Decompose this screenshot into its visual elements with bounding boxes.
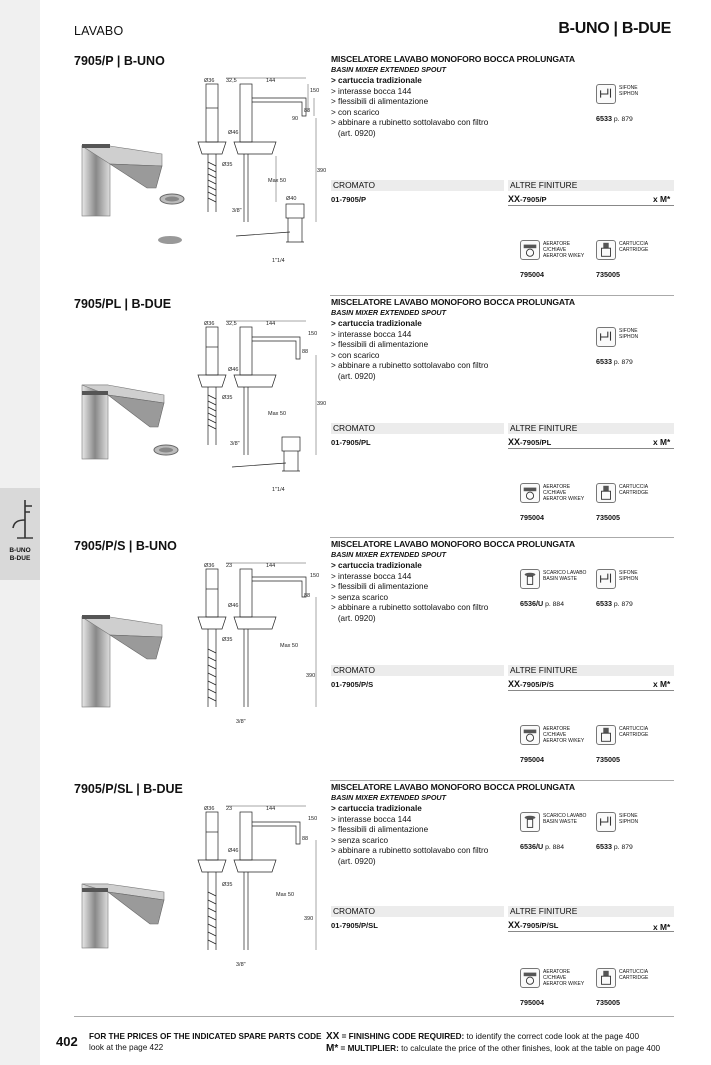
svg-text:3/8": 3/8" — [230, 441, 240, 447]
aerator-icon — [520, 725, 540, 745]
svg-text:Ø46: Ø46 — [228, 603, 239, 609]
chrome-header: CROMATO — [331, 665, 504, 676]
aerator-accessory[interactable]: AERATORE C/CHIAVE AERATOR W/KEY 795004 — [520, 969, 585, 1007]
svg-text:390: 390 — [317, 401, 327, 407]
other-finish-code: XX-7905/P/SL — [508, 920, 559, 930]
product-section-4 — [0, 782, 711, 1026]
feature-item: > senza scarico — [331, 592, 389, 602]
cartridge-icon — [596, 725, 616, 745]
dim-text: Ø40 — [286, 196, 297, 202]
description-title: MISCELATORE LAVABO MONOFORO BOCCA PROLUNGATA — [331, 54, 576, 64]
section-divider — [330, 537, 674, 538]
multiplier: x M* — [653, 437, 671, 447]
feature-item: (art. 0920) — [331, 856, 376, 866]
section-divider — [330, 295, 674, 296]
svg-text:150: 150 — [308, 816, 318, 822]
waste-accessory[interactable]: SCARICO LAVABO BASIN WASTE 6536/U p. 884 — [520, 570, 587, 608]
svg-text:32,5: 32,5 — [226, 321, 237, 327]
footer-xx-note: XX = FINISHING CODE REQUIRED: to identify the correct code look at the page 400 — [326, 1031, 639, 1042]
dim-text: 90 — [292, 116, 299, 122]
svg-text:23: 23 — [226, 806, 233, 812]
feature-item: > interasse bocca 144 — [331, 86, 412, 96]
chrome-code: 01-7905/PL — [331, 438, 371, 447]
finish-underline — [508, 205, 674, 206]
description-title: MISCELATORE LAVABO MONOFORO BOCCA PROLUNGATA — [331, 539, 576, 549]
feature-item: > abbinare a rubinetto sottolavabo con filtro — [331, 361, 489, 371]
siphon-accessory[interactable]: SIFONE SIPHON 6533 p. 879 — [596, 328, 639, 366]
page-number: 402 — [56, 1034, 78, 1049]
svg-text:Ø36: Ø36 — [204, 321, 215, 327]
svg-text:144: 144 — [266, 321, 276, 327]
feature-item: > cartuccia tradizionale — [331, 319, 422, 328]
siphon-name: SIFONE — [619, 85, 638, 91]
footer-multiplier-note: M* = MULTIPLIER: to calculate the price of the other finishes, look at the table on page 400 — [326, 1043, 661, 1054]
dim-text: 1"1/4 — [272, 258, 285, 264]
aerator-code: 795004 — [520, 270, 544, 279]
dim-text: 144 — [266, 78, 276, 84]
svg-text:3/8": 3/8" — [236, 962, 246, 968]
feature-item: > cartuccia tradizionale — [331, 76, 422, 85]
siphon-icon — [596, 84, 616, 104]
svg-text:Ø36: Ø36 — [204, 563, 215, 569]
product-title: 7905/P/SL | B-DUE — [74, 782, 183, 796]
feature-item: > flessibili di alimentazione — [331, 97, 429, 107]
svg-text:88: 88 — [304, 593, 311, 599]
svg-text:144: 144 — [266, 806, 276, 812]
description-subtitle: BASIN MIXER EXTENDED SPOUT — [331, 308, 447, 317]
product-photo — [72, 579, 192, 709]
feature-item: (art. 0920) — [331, 613, 376, 623]
dim-text: Ø35 — [222, 162, 233, 168]
svg-text:150: 150 — [310, 573, 320, 579]
siphon-icon — [596, 569, 616, 589]
svg-text:88: 88 — [302, 836, 309, 842]
multiplier: x M* — [653, 922, 671, 932]
other-finish-code: XX-7905/PL — [508, 437, 552, 447]
chrome-code: 01-7905/P/SL — [331, 921, 378, 930]
siphon-accessory[interactable]: SIFONE SIPHON 6533 p. 879 — [596, 813, 639, 851]
svg-text:23: 23 — [226, 563, 233, 569]
cartridge-accessory[interactable]: CARTUCCIA CARTRIDGE 735005 — [596, 969, 649, 1007]
feature-item: > interasse bocca 144 — [331, 329, 412, 339]
svg-text:Max 50: Max 50 — [280, 643, 299, 649]
other-finishes-header: ALTRE FINITURE — [508, 180, 674, 191]
siphon-name-en: SIPHON — [619, 91, 639, 97]
dim-text: 88 — [304, 108, 311, 114]
finish-underline — [508, 931, 674, 932]
cartridge-accessory[interactable]: CARTUCCIA CARTRIDGE 735005 — [596, 241, 649, 279]
description-subtitle: BASIN MIXER EXTENDED SPOUT — [331, 793, 447, 802]
svg-text:390: 390 — [304, 916, 314, 922]
aerator-icon — [520, 968, 540, 988]
finish-underline — [508, 448, 674, 449]
svg-text:3/8": 3/8" — [236, 719, 246, 725]
feature-item: > flessibili di alimentazione — [331, 340, 429, 350]
description-title: MISCELATORE LAVABO MONOFORO BOCCA PROLUNGATA — [331, 297, 576, 307]
feature-item: > abbinare a rubinetto sottolavabo con filtro — [331, 603, 489, 613]
side-label-2: B-DUE — [9, 555, 31, 562]
product-title: 7905/P | B-UNO — [74, 54, 165, 68]
cartridge-icon — [596, 968, 616, 988]
feature-list — [331, 561, 521, 625]
svg-text:Ø46: Ø46 — [228, 848, 239, 854]
cartridge-accessory[interactable]: CARTUCCIA CARTRIDGE 735005 — [596, 726, 649, 764]
waste-code: 6536/U — [520, 599, 544, 608]
other-finishes-header: ALTRE FINITURE — [508, 423, 674, 434]
description-subtitle: BASIN MIXER EXTENDED SPOUT — [331, 65, 447, 74]
pop-up-waste-photo — [152, 443, 180, 457]
feature-item: > con scarico — [331, 107, 380, 117]
cartridge-icon — [596, 483, 616, 503]
aerator-accessory[interactable]: AERATORE C/CHIAVE AERATOR W/KEY 795004 — [520, 484, 585, 522]
footer-divider — [74, 1016, 674, 1017]
technical-drawing — [196, 72, 327, 292]
feature-item: > senza scarico — [331, 835, 389, 845]
dim-text: 32,5 — [226, 78, 237, 84]
dim-text: 390 — [317, 168, 327, 174]
dim-text: 150 — [310, 88, 320, 94]
collection-title: B-UNO | B-DUE — [558, 20, 671, 37]
section-divider — [330, 780, 674, 781]
multiplier: x M* — [653, 679, 671, 689]
product-section-2 — [0, 297, 711, 541]
dim-text: Max 50 — [268, 178, 287, 184]
footer-spare-parts-note: FOR THE PRICES OF THE INDICATED SPARE PARTS CODE — [89, 1032, 322, 1041]
product-section-3 — [0, 539, 711, 783]
footer-spare-parts-page: look at the page 422 — [89, 1043, 164, 1052]
feature-item: (art. 0920) — [331, 371, 376, 381]
category-title: LAVABO — [74, 24, 124, 38]
aerator-accessory[interactable]: AERATORE C/CHIAVE AERATOR W/KEY 795004 — [520, 726, 585, 764]
svg-text:88: 88 — [302, 349, 309, 355]
dim-text: Ø46 — [228, 130, 239, 136]
technical-drawing — [196, 800, 322, 1020]
product-section-1 — [0, 54, 711, 298]
waste-icon — [520, 569, 540, 589]
svg-text:Ø36: Ø36 — [204, 806, 215, 812]
svg-text:Max 50: Max 50 — [276, 892, 295, 898]
svg-text:Ø46: Ø46 — [228, 367, 239, 373]
feature-item: > flessibili di alimentazione — [331, 825, 429, 835]
description-title: MISCELATORE LAVABO MONOFORO BOCCA PROLUNGATA — [331, 782, 576, 792]
cartridge-accessory[interactable]: CARTUCCIA CARTRIDGE 735005 — [596, 484, 649, 522]
svg-text:150: 150 — [308, 331, 318, 337]
other-finish-code: XX-7905/P — [508, 194, 547, 204]
technical-drawing — [196, 315, 327, 535]
feature-item: > abbinare a rubinetto sottolavabo con filtro — [331, 846, 489, 856]
feature-item: > flessibili di alimentazione — [331, 582, 429, 592]
svg-text:1"1/4: 1"1/4 — [272, 487, 285, 493]
svg-text:Max 50: Max 50 — [268, 411, 287, 417]
product-title: 7905/P/S | B-UNO — [74, 539, 177, 553]
cartridge-icon — [596, 240, 616, 260]
siphon-accessory[interactable] — [596, 84, 666, 128]
pop-up-waste-photo — [158, 192, 186, 206]
svg-text:Ø35: Ø35 — [222, 882, 233, 888]
other-finishes-header: ALTRE FINITURE — [508, 665, 674, 676]
siphon-code: 6533 — [596, 114, 612, 123]
feature-list — [331, 76, 521, 140]
feature-item: > interasse bocca 144 — [331, 814, 412, 824]
feature-item: > con scarico — [331, 350, 380, 360]
chrome-code: 01-7905/P — [331, 195, 367, 204]
finish-underline — [508, 690, 674, 691]
siphon-page: p. 879 — [613, 116, 633, 123]
aerator-icon — [520, 483, 540, 503]
feature-item: (art. 0920) — [331, 128, 376, 138]
chrome-header: CROMATO — [331, 906, 504, 917]
svg-text:Ø35: Ø35 — [222, 637, 233, 643]
aerator-icon — [520, 240, 540, 260]
dim-text: Ø36 — [204, 78, 215, 84]
svg-text:144: 144 — [266, 563, 276, 569]
feature-item: > interasse bocca 144 — [331, 571, 412, 581]
siphon-icon — [596, 327, 616, 347]
aerator-accessory[interactable]: AERATORE C/CHIAVE AERATOR W/KEY 795004 — [520, 241, 585, 279]
multiplier: x M* — [653, 194, 671, 204]
feature-item: > cartuccia tradizionale — [331, 804, 422, 813]
feature-item: > abbinare a rubinetto sottolavabo con filtro — [331, 118, 489, 128]
feature-list — [331, 804, 521, 868]
siphon-accessory[interactable]: SIFONE SIPHON 6533 p. 879 — [596, 570, 639, 608]
siphon-icon — [596, 812, 616, 832]
product-photo — [72, 822, 192, 952]
feature-list — [331, 319, 521, 383]
feature-item: > cartuccia tradizionale — [331, 561, 422, 570]
waste-icon — [520, 812, 540, 832]
chrome-code: 01-7905/P/S — [331, 680, 374, 689]
svg-text:Ø35: Ø35 — [222, 395, 233, 401]
side-label-1: B-UNO — [9, 547, 31, 554]
other-finish-code: XX-7905/P/S — [508, 679, 554, 689]
description-subtitle: BASIN MIXER EXTENDED SPOUT — [331, 550, 447, 559]
waste-accessory[interactable]: SCARICO LAVABO BASIN WASTE 6536/U p. 884 — [520, 813, 587, 851]
chrome-header: CROMATO — [331, 180, 504, 191]
technical-drawing — [196, 557, 322, 777]
chrome-header: CROMATO — [331, 423, 504, 434]
cartridge-code: 735005 — [596, 270, 620, 279]
svg-text:390: 390 — [306, 673, 316, 679]
other-finishes-header: ALTRE FINITURE — [508, 906, 674, 917]
product-title: 7905/PL | B-DUE — [74, 297, 172, 311]
dim-text: 3/8" — [232, 208, 242, 214]
